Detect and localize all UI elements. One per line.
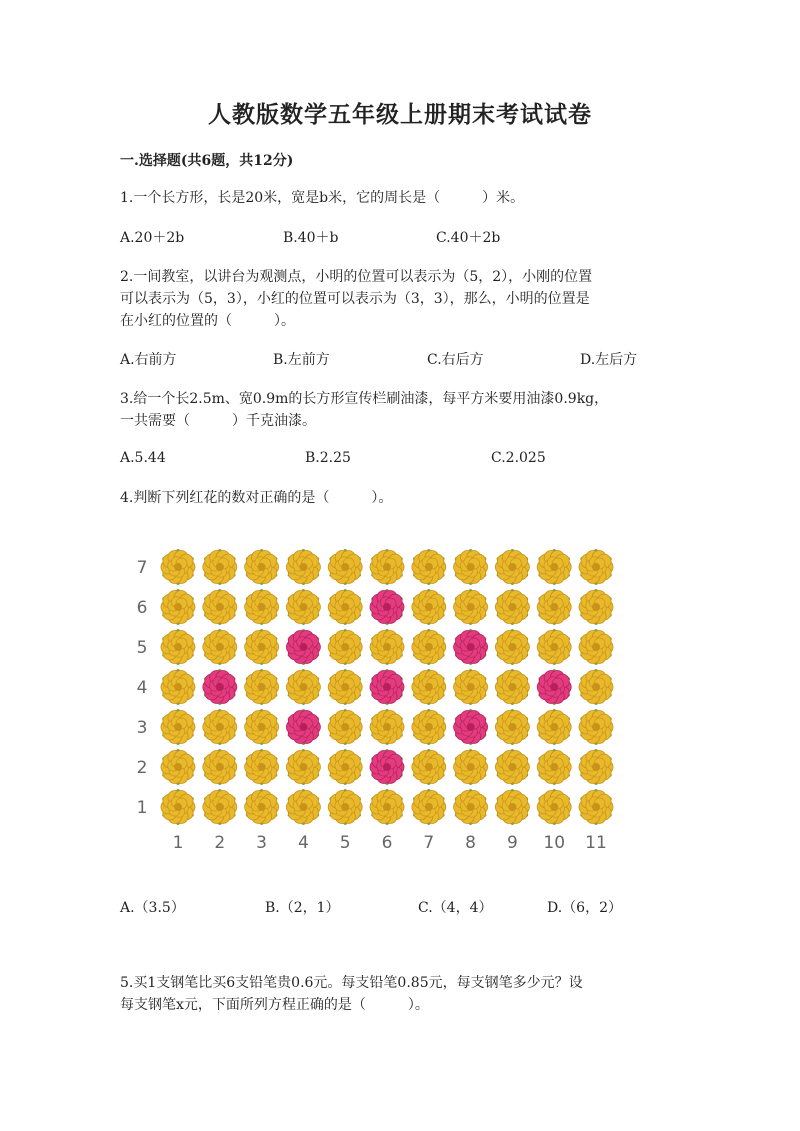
red-flower-4-5 [286,629,320,665]
question-1-option-b[interactable]: B.40＋b [283,230,339,246]
yellow-flower-4-2 [286,749,320,785]
yellow-flower-6-3 [370,709,404,745]
section-heading: 一.选择题(共6题，共12分) [120,153,294,169]
question-2-option-a[interactable]: A.右前方 [120,352,177,368]
yellow-flower-2-2 [203,749,237,785]
yellow-flower-9-5 [495,629,529,665]
row-label-6: 6 [136,598,148,618]
yellow-flower-2-3 [203,709,237,745]
question-3-option-c[interactable]: C.2.025 [491,450,546,466]
red-flower-4-3 [286,709,320,745]
yellow-flower-2-6 [203,589,237,625]
yellow-flower-3-3 [245,709,279,745]
yellow-flower-11-1 [579,789,613,825]
yellow-flower-7-7 [412,549,446,585]
yellow-flower-11-2 [579,749,613,785]
yellow-flower-1-4 [161,669,195,705]
column-label-9: 9 [506,833,518,853]
yellow-flower-5-7 [328,549,362,585]
yellow-flower-3-2 [245,749,279,785]
yellow-flower-3-5 [245,629,279,665]
question-2-text-line-2: 可以表示为（5，3），小红的位置可以表示为（3，3），那么，小明的位置是 [120,291,590,307]
column-label-6: 6 [381,833,393,853]
yellow-flower-10-3 [537,709,571,745]
question-4-option-d[interactable]: D.（6，2） [547,900,622,916]
column-label-4: 4 [297,833,309,853]
yellow-flower-5-3 [328,709,362,745]
row-label-3: 3 [136,718,148,738]
yellow-flower-6-5 [370,629,404,665]
question-4-text: 4.判断下列红花的数对正确的是（ ）。 [120,490,393,506]
column-label-10: 10 [543,833,566,853]
yellow-flower-6-1 [370,789,404,825]
question-1-text: 1.一个长方形，长是20米，宽是b米，它的周长是（ ）米。 [120,190,525,206]
yellow-flower-2-5 [203,629,237,665]
yellow-flower-10-1 [537,789,571,825]
yellow-flower-9-1 [495,789,529,825]
yellow-flower-11-4 [579,669,613,705]
yellow-flower-5-6 [328,589,362,625]
yellow-flower-3-7 [245,549,279,585]
red-flower-2-4 [203,669,237,705]
row-label-4: 4 [136,678,148,698]
yellow-flower-8-2 [454,749,488,785]
yellow-flower-11-5 [579,629,613,665]
yellow-flower-11-7 [579,549,613,585]
yellow-flower-9-2 [495,749,529,785]
question-1-option-a[interactable]: A.20＋2b [120,230,185,246]
yellow-flower-5-2 [328,749,362,785]
page-title: 人教版数学五年级上册期末考试试卷 [208,101,592,128]
question-5-text-line-1: 5.买1支钢笔比买6支铅笔贵0.6元。每支铅笔0.85元，每支钢笔多少元？设 [120,975,583,991]
yellow-flower-4-6 [286,589,320,625]
yellow-flower-8-7 [454,549,488,585]
question-3-option-b[interactable]: B.2.25 [305,450,351,466]
yellow-flower-9-6 [495,589,529,625]
red-flower-8-3 [454,709,488,745]
question-4-option-b[interactable]: B.（2，1） [265,900,340,916]
yellow-flower-8-6 [454,589,488,625]
yellow-flower-7-5 [412,629,446,665]
question-4-option-a[interactable]: A.（3.5） [120,900,185,916]
yellow-flower-7-4 [412,669,446,705]
yellow-flower-10-2 [537,749,571,785]
yellow-flower-11-3 [579,709,613,745]
red-flower-10-4 [537,669,571,705]
question-4-option-c[interactable]: C.（4，4） [418,900,493,916]
question-5-text-line-2: 每支钢笔x元，下面所列方程正确的是（ ）。 [120,997,429,1013]
yellow-flower-9-4 [495,669,529,705]
yellow-flower-4-7 [286,549,320,585]
column-label-11: 11 [585,833,607,853]
yellow-flower-6-7 [370,549,404,585]
yellow-flower-2-7 [203,549,237,585]
yellow-flower-3-1 [245,789,279,825]
yellow-flower-10-6 [537,589,571,625]
question-2-option-c[interactable]: C.右后方 [427,352,484,368]
yellow-flower-8-1 [454,789,488,825]
yellow-flower-1-5 [161,629,195,665]
yellow-flower-8-4 [454,669,488,705]
question-2-text-line-3: 在小红的位置的（ ）。 [120,313,295,329]
yellow-flower-9-3 [495,709,529,745]
yellow-flower-4-4 [286,669,320,705]
question-3-option-a[interactable]: A.5.44 [120,450,166,466]
yellow-flower-1-3 [161,709,195,745]
question-2-option-d[interactable]: D.左后方 [580,352,638,368]
yellow-flower-7-1 [412,789,446,825]
question-2-option-b[interactable]: B.左前方 [273,352,330,368]
yellow-flower-7-6 [412,589,446,625]
yellow-flower-2-1 [203,789,237,825]
column-label-5: 5 [339,833,351,853]
column-label-8: 8 [465,833,477,853]
column-label-2: 2 [214,833,226,853]
question-2-text-line-1: 2.一间教室，以讲台为观测点，小明的位置可以表示为（5，2），小刚的位置 [120,269,593,285]
question-1-option-c[interactable]: C.40＋2b [436,230,501,246]
yellow-flower-11-6 [579,589,613,625]
column-label-7: 7 [423,833,435,853]
row-label-7: 7 [136,558,148,578]
row-label-1: 1 [136,798,148,818]
red-flower-8-5 [454,629,488,665]
question-3-text-line-1: 3.给一个长2.5m、宽0.9m的长方形宣传栏刷油漆，每平方米要用油漆0.9kg， [120,391,609,407]
row-label-2: 2 [136,758,148,778]
yellow-flower-1-2 [161,749,195,785]
yellow-flower-7-3 [412,709,446,745]
yellow-flower-1-7 [161,549,195,585]
yellow-flower-5-5 [328,629,362,665]
question-3-text-line-2: 一共需要（ ）千克油漆。 [120,413,316,429]
red-flower-6-6 [370,589,404,625]
flower-grid-figure [120,535,630,865]
column-label-3: 3 [256,833,268,853]
yellow-flower-5-4 [328,669,362,705]
yellow-flower-7-2 [412,749,446,785]
yellow-flower-5-1 [328,789,362,825]
row-label-5: 5 [136,638,148,658]
yellow-flower-3-6 [245,589,279,625]
yellow-flower-9-7 [495,549,529,585]
column-label-1: 1 [172,833,184,853]
red-flower-6-4 [370,669,404,705]
red-flower-6-2 [370,749,404,785]
yellow-flower-10-7 [537,549,571,585]
yellow-flower-1-6 [161,589,195,625]
yellow-flower-4-1 [286,789,320,825]
yellow-flower-1-1 [161,789,195,825]
yellow-flower-10-5 [537,629,571,665]
yellow-flower-3-4 [245,669,279,705]
